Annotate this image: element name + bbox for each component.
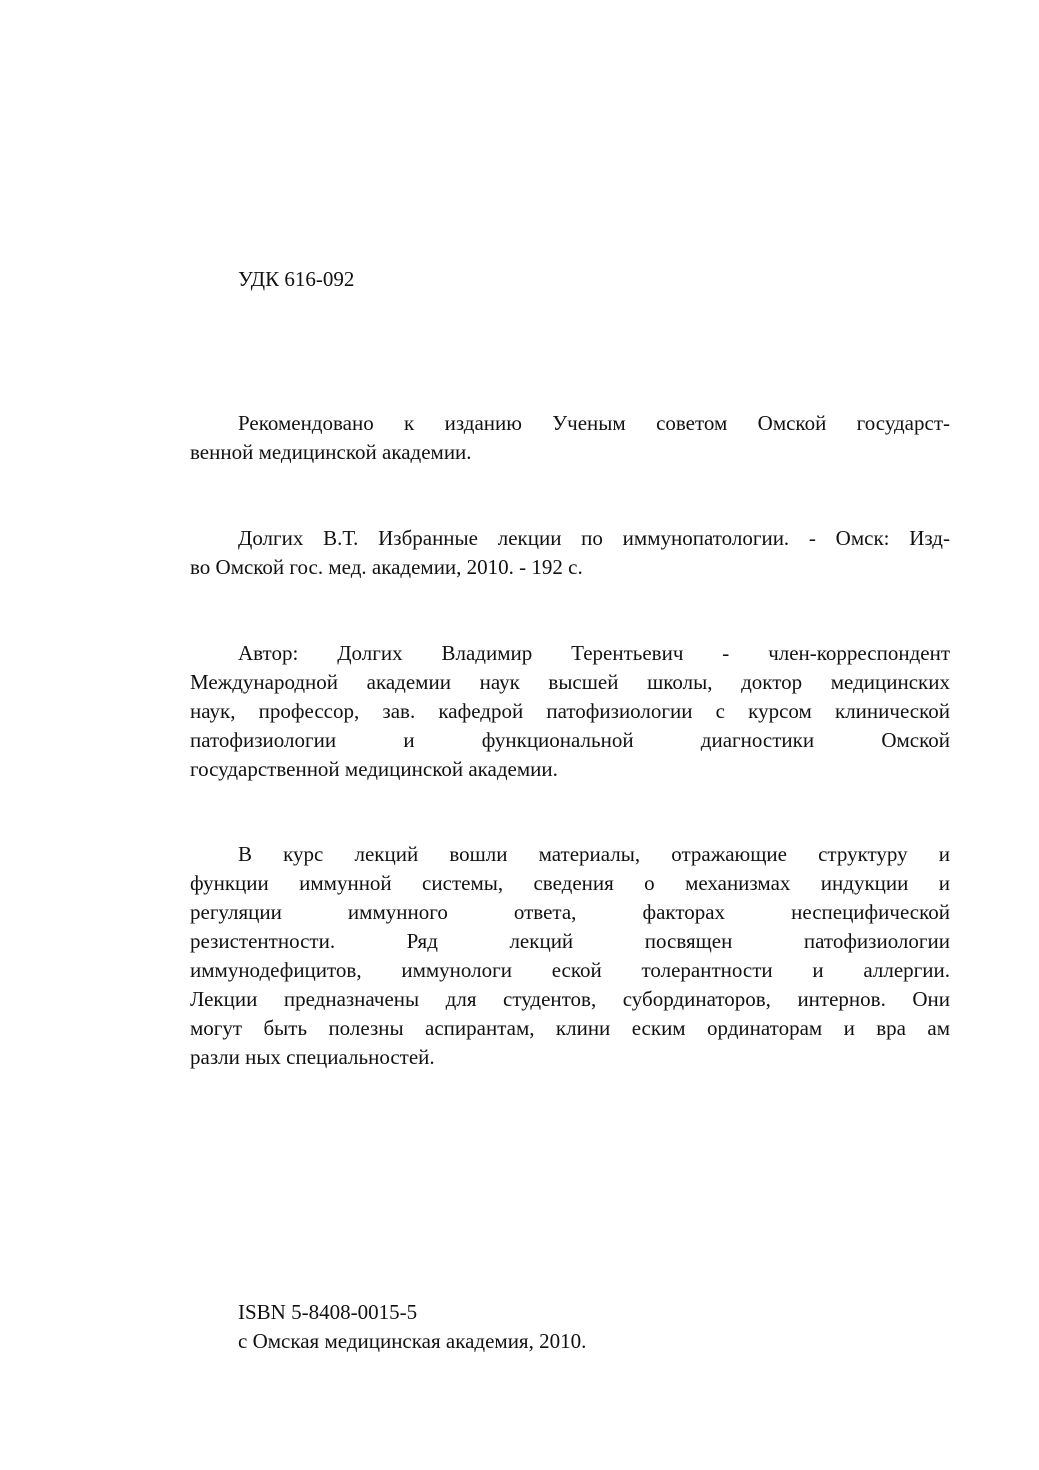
citation-paragraph: [190, 524, 950, 582]
imprint-block: [190, 1298, 998, 1356]
author-paragraph: [190, 639, 950, 784]
author-line: патофизиологии и функциональной диагностики Омской: [190, 728, 950, 752]
annotation-line: разли ных специальностей.: [190, 1045, 435, 1069]
citation-line: Долгих В.Т. Избранные лекции по иммунопатологии. - Омск: Изд-: [238, 526, 950, 550]
citation-line: во Омской гос. мед. академии, 2010. - 192 с.: [190, 555, 583, 579]
annotation-line: функции иммунной системы, сведения о механизмах индукции и: [190, 871, 950, 895]
annotation-line: резистентности. Ряд лекций посвящен патофизиологии: [190, 929, 950, 953]
author-line: Автор: Долгих Владимир Терентьевич - член-корреспондент: [238, 641, 950, 665]
annotation-line: могут быть полезны аспирантам, клини еским ординаторам и вра ам: [190, 1016, 950, 1040]
recommendation-paragraph: [190, 409, 950, 467]
author-line: государственной медицинской академии.: [190, 757, 558, 781]
author-line: Международной академии наук высшей школы, доктор медицинских: [190, 670, 950, 694]
copyright-line: с Омская медицинская академия, 2010.: [238, 1329, 587, 1353]
annotation-line: Лекции предназначены для студентов, субординаторов, интернов. Они: [190, 987, 950, 1011]
annotation-line: регуляции иммунного ответа, факторах неспецифической: [190, 900, 950, 924]
annotation-line: иммунодефицитов, иммунологи еской толерантности и аллергии.: [190, 958, 950, 982]
udk-code: [190, 265, 998, 294]
annotation-paragraph: [190, 840, 950, 1072]
recommendation-line: Рекомендовано к изданию Ученым советом Омской государст-: [238, 411, 950, 435]
isbn-line: ISBN 5-8408-0015-5: [238, 1300, 418, 1324]
recommendation-line: венной медицинской академии.: [190, 440, 472, 464]
udk-line: УДК 616-092: [238, 267, 355, 291]
author-line: наук, профессор, зав. кафедрой патофизиологии с курсом клинической: [190, 699, 950, 723]
annotation-line: В курс лекций вошли материалы, отражающие структуру и: [238, 842, 950, 866]
